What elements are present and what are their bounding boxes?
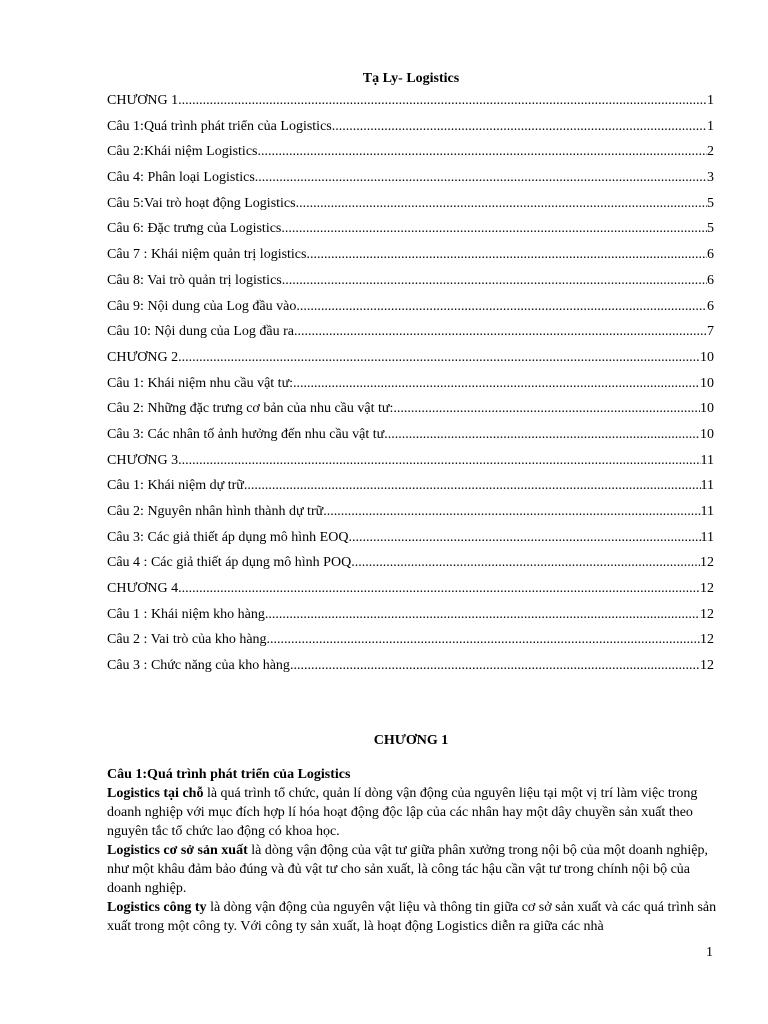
toc-entry-page: 5 (707, 221, 714, 237)
toc-entry-label: Câu 1:Quá trình phát triển của Logistics (107, 118, 332, 134)
toc-entry-label: Câu 2 : Vai trò của kho hàng (107, 632, 267, 648)
toc-dot-leader (348, 525, 700, 551)
toc-dot-leader (265, 602, 700, 628)
toc-dot-leader (178, 88, 707, 114)
toc-entry[interactable] (107, 191, 714, 217)
toc-entry-page: 10 (700, 375, 714, 391)
paragraph (107, 784, 717, 841)
toc-entry-label: Câu 3 : Chức năng của kho hàng (107, 658, 290, 674)
toc-entry-page: 10 (700, 349, 714, 365)
toc-entry-label: Câu 1: Khái niệm dự trữ (107, 478, 244, 494)
toc-dot-leader (178, 448, 700, 474)
toc-dot-leader (351, 550, 700, 576)
toc-dot-leader (281, 216, 707, 242)
paragraph-term: Logistics công ty (107, 900, 207, 915)
toc-entry-page: 6 (707, 272, 714, 288)
toc-entry-page: 11 (700, 478, 714, 494)
page-number: 1 (706, 945, 713, 960)
toc-entry-page: 11 (700, 529, 714, 545)
toc-entry-page: 2 (707, 144, 714, 160)
toc-entry[interactable] (107, 576, 714, 602)
toc-entry-label: Câu 1 : Khái niệm kho hàng (107, 606, 265, 622)
toc-entry-page: 10 (700, 401, 714, 417)
toc-entry-page: 6 (707, 247, 714, 263)
toc-entry-label: CHƯƠNG 1 (107, 93, 179, 108)
toc-entry-label: Câu 3: Các nhân tố ảnh hưởng đến nhu cầu vật tư (107, 426, 385, 442)
toc-entry[interactable] (107, 422, 714, 448)
toc-entry[interactable] (107, 396, 714, 422)
toc-entry-page: 12 (700, 581, 714, 597)
toc-entry-page: 1 (707, 118, 714, 134)
toc-entry-page: 12 (700, 632, 714, 648)
paragraph-term: Logistics tại chỗ (107, 786, 204, 801)
paragraph (107, 898, 717, 936)
toc-dot-leader (293, 371, 700, 397)
toc-entry-label: Câu 7 : Khái niệm quản trị logistics (107, 247, 307, 263)
toc-entry[interactable] (107, 448, 714, 474)
toc-entry-page: 10 (700, 426, 714, 442)
toc-entry[interactable] (107, 165, 714, 191)
toc-entry[interactable] (107, 602, 714, 628)
toc-entry-page: 5 (707, 195, 714, 211)
paragraph-text: là dòng vận động của nguyên vật liệu và thông tin giữa cơ sở sản xuất và các quá trình sản xuất trong một công ty. Với công ty sản xuất, là hoạt động Logistics diễn ra giữa các nhà (107, 900, 717, 934)
toc-dot-leader (290, 653, 700, 679)
toc-entry-page: 7 (707, 324, 714, 340)
toc-dot-leader (393, 396, 700, 422)
toc-dot-leader (267, 627, 700, 653)
toc-dot-leader (296, 294, 707, 320)
toc-entry-page: 11 (700, 504, 714, 519)
toc-entry[interactable] (107, 473, 714, 499)
toc-entry[interactable] (107, 550, 714, 576)
toc-dot-leader (294, 319, 707, 345)
toc-entry[interactable] (107, 653, 714, 679)
toc-entry-label: Câu 10: Nội dung của Log đầu ra (107, 324, 295, 340)
toc-entry[interactable] (107, 139, 714, 165)
toc-entry[interactable] (107, 627, 714, 653)
toc-entry[interactable] (107, 371, 714, 397)
toc-entry-page: 3 (707, 170, 714, 186)
toc-entry-label: CHƯƠNG 4 (107, 581, 179, 597)
toc-entry[interactable] (107, 319, 714, 345)
toc-entry-label: Câu 9: Nội dung của Log đầu vào (107, 298, 297, 314)
toc-dot-leader (257, 139, 707, 165)
toc-entry-label: Câu 1: Khái niệm nhu cầu vật tư: (107, 375, 294, 391)
toc-entry[interactable] (107, 242, 714, 268)
toc-entry-label: CHƯƠNG 2 (107, 349, 179, 365)
toc-entry-label: Câu 4: Phân loại Logistics (107, 170, 255, 186)
toc-entry[interactable] (107, 268, 714, 294)
chapter-body (107, 765, 717, 936)
toc-entry-page: 6 (707, 298, 714, 314)
toc-entry[interactable] (107, 525, 714, 551)
paragraph-term: Logistics cơ sở sản xuất (107, 843, 248, 858)
toc-entry-label: Câu 3: Các giả thiết áp dụng mô hình EOQ (107, 529, 349, 545)
chapter-heading: CHƯƠNG 1 (373, 733, 449, 748)
toc-entry-label: Câu 2: Những đặc trưng cơ bản của nhu cầu vật tư: (107, 401, 394, 417)
toc-dot-leader (282, 268, 707, 294)
toc-entry-label: Câu 4 : Các giả thiết áp dụng mô hình POQ (107, 555, 352, 571)
paragraph (107, 841, 717, 898)
toc-dot-leader (384, 422, 700, 448)
toc-entry-page: 12 (700, 658, 714, 674)
table-of-contents (107, 88, 714, 679)
toc-entry-label: Câu 2: Nguyên nhân hình thành dự trữ (107, 504, 324, 519)
question-title: Câu 1:Quá trình phát triển của Logistics (107, 767, 351, 782)
toc-entry-label: Câu 2:Khái niệm Logistics (107, 144, 258, 160)
paragraph-text: là quá trình tổ chức, quản lí dòng vận động của nguyên liệu tại một vị trí làm việc trong doanh nghiệp với mục đích hợp lí hóa hoạt động độc lập của các nhân hay một dây chuyền sản xuất theo nguyên tắc tổ chức lao động có khoa học. (107, 786, 698, 839)
toc-dot-leader (323, 499, 700, 525)
paragraph-text: là dòng vận động của vật tư giữa phân xưởng trong nội bộ của một doanh nghiệp, như một khâu đảm bảo đúng và đủ vật tư cho sản xuất, là công tác hậu cần vật tư trong chính nội bộ của doanh nghiệp. (107, 843, 708, 896)
toc-entry-label: Câu 6: Đặc trưng của Logistics (107, 221, 282, 237)
toc-dot-leader (244, 473, 701, 499)
toc-entry[interactable] (107, 345, 714, 371)
toc-entry[interactable] (107, 114, 714, 140)
toc-dot-leader (178, 345, 700, 371)
toc-entry-page: 11 (700, 452, 714, 468)
toc-entry-page: 1 (707, 93, 714, 108)
toc-dot-leader (178, 576, 700, 602)
toc-entry-page: 12 (700, 555, 714, 571)
toc-dot-leader (306, 242, 707, 268)
toc-entry-label: CHƯƠNG 3 (107, 452, 179, 468)
toc-dot-leader (332, 114, 707, 140)
toc-entry[interactable] (107, 499, 714, 525)
toc-entry[interactable] (107, 88, 714, 114)
toc-entry[interactable] (107, 216, 714, 242)
toc-entry[interactable] (107, 294, 714, 320)
toc-entry-label: Câu 8: Vai trò quản trị logistics (107, 272, 282, 288)
toc-entry-page: 12 (700, 606, 714, 622)
toc-dot-leader (296, 191, 707, 217)
toc-entry-label: Câu 5:Vai trò hoạt động Logistics (107, 195, 296, 211)
toc-dot-leader (255, 165, 707, 191)
document-title: Tạ Ly- Logistics (362, 71, 460, 86)
